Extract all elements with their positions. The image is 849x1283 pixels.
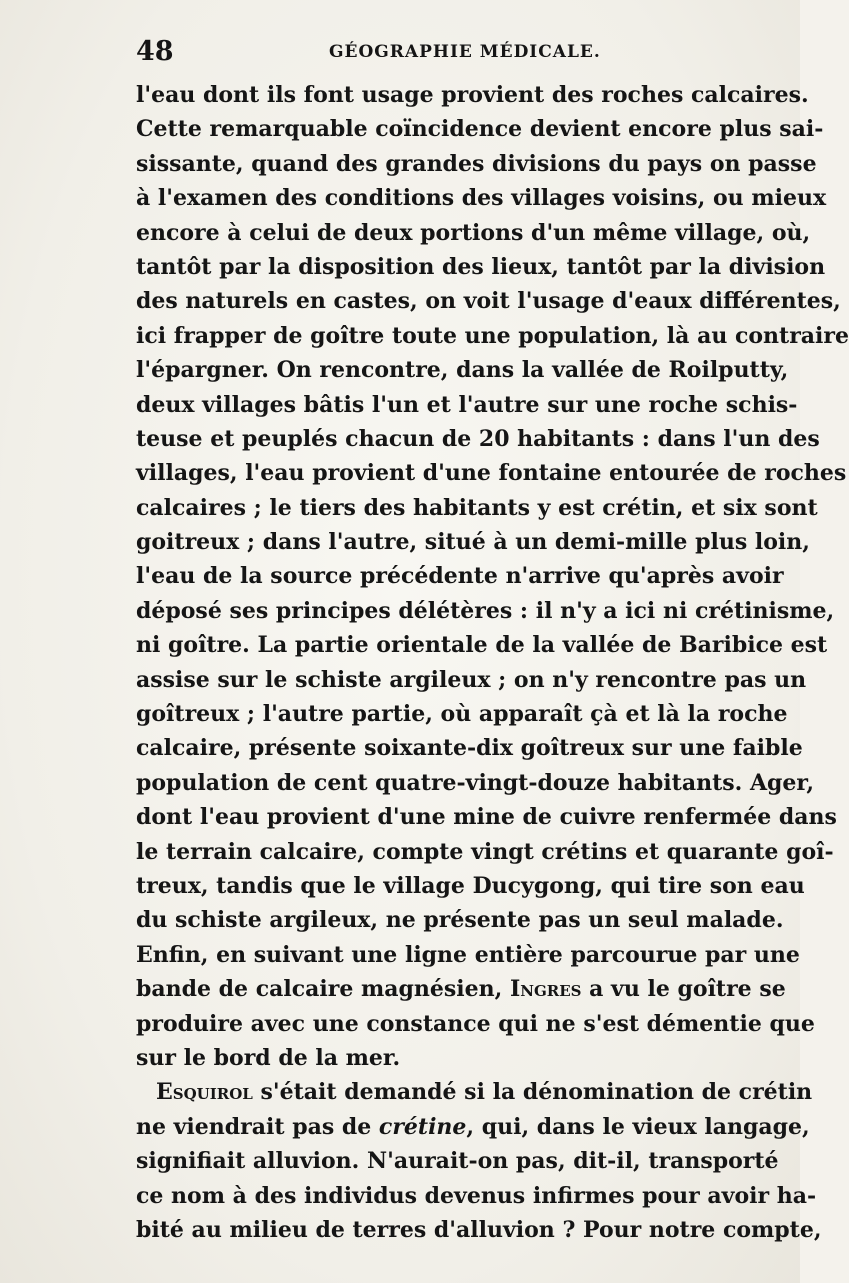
text-line: des naturels en castes, on voit l'usage d'eaux différentes,: [136, 288, 841, 315]
line-text: s'était demandé si la dénomination de crétin: [252, 1079, 813, 1106]
line-text: , qui, dans le vieux langage,: [466, 1113, 810, 1140]
text-line: ici frapper de goître toute une population, là au contraire: [136, 322, 849, 349]
text-line: deux villages bâtis l'un et l'autre sur une roche schis-: [136, 391, 798, 418]
text-line: signifiait alluvion. N'aurait-on pas, dit-il, transporté: [136, 1148, 779, 1175]
text-line: calcaire, présente soixante-dix goîtreux sur une faible: [136, 735, 803, 762]
text-line: [136, 1110, 810, 1144]
author-name-esquirol: Esquirol: [156, 1079, 253, 1106]
paragraph-1: [136, 78, 849, 1075]
text-line: l'eau dont ils font usage provient des roches calcaires.: [136, 82, 809, 108]
text-line: encore à celui de deux portions d'un même village, où,: [136, 219, 811, 246]
text-line: tantôt par la disposition des lieux, tantôt par la division: [136, 253, 826, 280]
text-line: ce nom à des individus devenus infirmes pour avoir ha-: [136, 1182, 817, 1209]
author-name-ingres: Ingres: [509, 976, 582, 1003]
text-line: teuse et peuplés chacun de 20 habitants : dans l'un des: [136, 425, 820, 452]
text-line: l'épargner. On rencontre, dans la vallée de Roilputty,: [136, 357, 789, 384]
text-line: le terrain calcaire, compte vingt crétins et quarante goî-: [136, 838, 834, 865]
text-line: bité au milieu de terres d'alluvion ? Pour notre compte,: [136, 1216, 822, 1243]
line-text: ne viendrait pas de: [136, 1113, 379, 1140]
text-line: sur le bord de la mer.: [136, 1044, 401, 1071]
text-line: sissante, quand des grandes divisions du pays on passe: [136, 150, 817, 177]
text-line: du schiste argileux, ne présente pas un seul malade.: [136, 907, 784, 934]
text-line: produire avec une constance qui ne s'est démentie que: [136, 1010, 815, 1037]
body-text: [136, 78, 849, 1247]
text-line: population de cent quatre-vingt-douze habitants. Ager,: [136, 769, 815, 796]
text-line: Cette remarquable coïncidence devient encore plus sai-: [136, 116, 824, 143]
text-line: ni goître. La partie orientale de la vallée de Baribice est: [136, 632, 828, 659]
text-line: à l'examen des conditions des villages voisins, ou mieux: [136, 185, 827, 212]
text-line: Enfin, en suivant une ligne entière parcourue par une: [136, 941, 800, 968]
paragraph-2: [136, 1075, 822, 1247]
running-head: GÉOGRAPHIE MÉDICALE.: [329, 42, 601, 62]
italic-term: crétine: [378, 1113, 467, 1140]
line-text: bande de calcaire magnésien,: [136, 976, 510, 1003]
text-line: [136, 1075, 813, 1109]
text-line: goîtreux ; l'autre partie, où apparaît çà et là la roche: [136, 701, 788, 728]
text-line: calcaires ; le tiers des habitants y est crétin, et six sont: [136, 494, 818, 521]
text-line: treux, tandis que le village Ducygong, qui tire son eau: [136, 872, 805, 899]
text-line: déposé ses principes délétères : il n'y a ici ni crétinisme,: [136, 597, 835, 624]
page-header: [136, 36, 772, 72]
text-line: villages, l'eau provient d'une fontaine entourée de roches: [136, 460, 847, 487]
text-line: goitreux ; dans l'autre, situé à un demi-mille plus loin,: [136, 529, 810, 556]
text-line: [136, 972, 786, 1006]
text-line: dont l'eau provient d'une mine de cuivre renfermée dans: [136, 804, 837, 831]
text-line: assise sur le schiste argileux ; on n'y rencontre pas un: [136, 666, 807, 693]
line-text: a vu le goître se: [581, 976, 786, 1003]
page-number: 48: [136, 36, 174, 67]
text-line: l'eau de la source précédente n'arrive qu'après avoir: [136, 563, 784, 590]
